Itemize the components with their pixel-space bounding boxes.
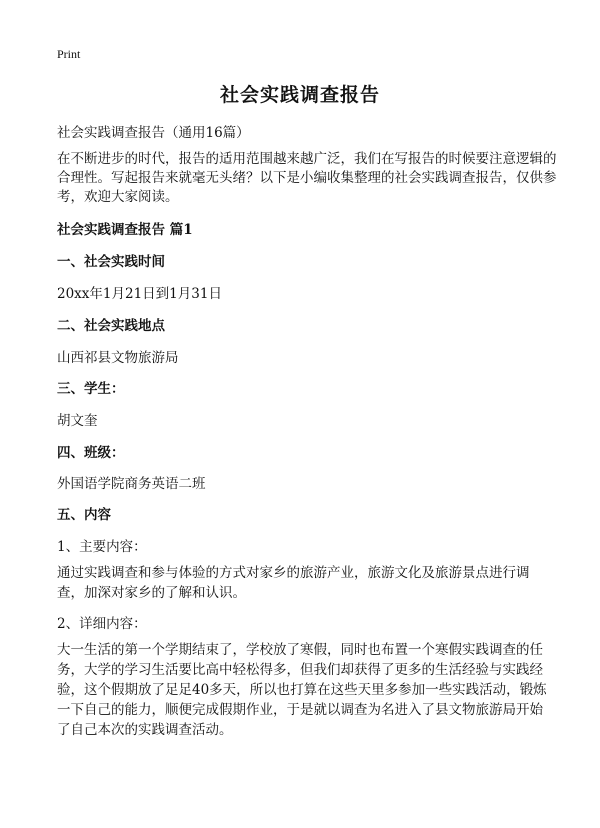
section-title: 社会实践调查报告 篇1 [57, 222, 193, 238]
main-content-heading: 1、主要内容： [57, 539, 147, 555]
time-value: 20xx年1月21日到1月31日 [57, 286, 222, 302]
place-heading: 二、社会实践地点 [57, 318, 165, 334]
student-value: 胡文奎 [57, 413, 98, 429]
class-heading: 四、班级： [57, 445, 125, 461]
detail-content-heading: 2、详细内容： [57, 616, 147, 632]
detail-content-text: 大一生活的第一个学期结束了，学校放了寒假，同时也布置一个寒假实践调查的任务，大学的学习生活要比高中轻松得多，但我们却获得了更多的生活经验与实践经验，这个假期放了足足40多天，所以也打算在这些天里多参加一些实践活动，锻炼一下自己的能力，顺便完成假期作业，于是就以调查为名进入了县文物旅游局开始了自己本次的实践调查活动。 [57, 642, 547, 738]
document-title: 社会实践调查报告 [219, 84, 380, 106]
main-content-text: 通过实践调查和参与体验的方式对家乡的旅游产业，旅游文化及旅游景点进行调查，加深对家乡的了解和认识。 [57, 565, 530, 601]
document-subtitle: 社会实践调查报告（通用16篇） [57, 125, 250, 141]
student-heading: 三、学生： [57, 381, 125, 397]
intro-paragraph: 在不断进步的时代，报告的适用范围越来越广泛，我们在写报告的时候要注意逻辑的合理性。写起报告来就毫无头绪？以下是小编收集整理的社会实践调查报告，仅供参考，欢迎大家阅读。 [57, 151, 557, 205]
content-heading: 五、内容 [57, 507, 111, 523]
print-label[interactable]: Print [57, 47, 81, 61]
place-value: 山西祁县文物旅游局 [57, 350, 179, 366]
time-heading: 一、社会实践时间 [57, 254, 165, 270]
class-value: 外国语学院商务英语二班 [57, 476, 206, 492]
